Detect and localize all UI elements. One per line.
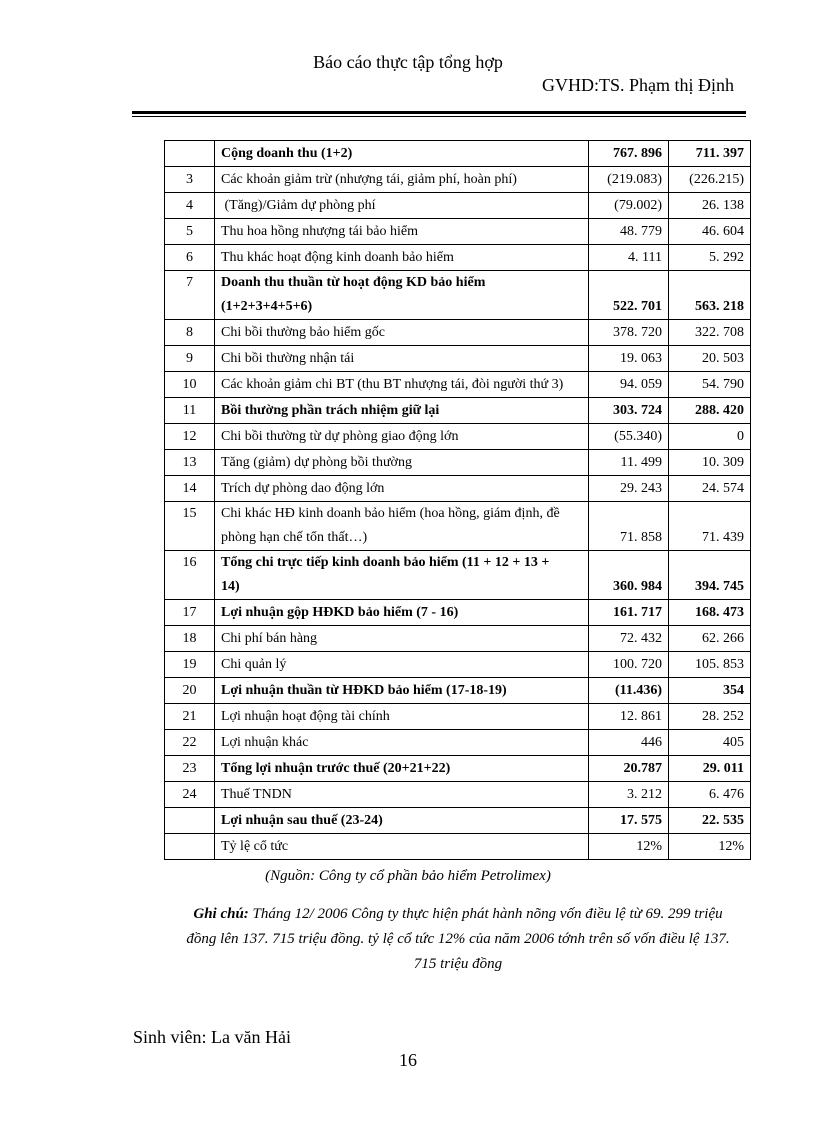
- footnote-line-2: đồng lên 137. 715 triệu đồng. tỷ lệ cổ tức 12% của năm 2006 tớnh trên số vốn điều lệ 137.: [186, 931, 730, 947]
- table-row: [165, 271, 751, 320]
- value-col-2: 711. 397: [669, 141, 751, 167]
- row-number: 18: [165, 626, 215, 652]
- value-col-2: 354: [669, 678, 751, 704]
- table-row: [165, 346, 751, 372]
- table-row: [165, 424, 751, 450]
- value-col-2: 322. 708: [669, 320, 751, 346]
- value-col-2: 22. 535: [669, 808, 751, 834]
- row-description-line-1: Doanh thu thuần từ hoạt động KD bảo hiểm: [221, 275, 486, 290]
- value-col-2: 71. 439: [669, 502, 751, 551]
- value-col-1: 522. 701: [589, 271, 669, 320]
- row-description: Tăng (giảm) dự phòng bồi thường: [215, 450, 589, 476]
- table-row: [165, 808, 751, 834]
- table-row: [165, 600, 751, 626]
- row-description-line-1: Chi khác HĐ kinh doanh bảo hiểm (hoa hồng, giám định, đề: [221, 506, 560, 521]
- table-row: [165, 782, 751, 808]
- table-row: [165, 245, 751, 271]
- value-col-2: 5. 292: [669, 245, 751, 271]
- value-col-2: 12%: [669, 834, 751, 860]
- table-row: [165, 704, 751, 730]
- row-description: Chi bồi thường nhận tái: [215, 346, 589, 372]
- row-number: 15: [165, 502, 215, 551]
- table-row: [165, 551, 751, 600]
- table-row: [165, 756, 751, 782]
- value-col-2: 394. 745: [669, 551, 751, 600]
- row-description: Thuế TNDN: [215, 782, 589, 808]
- row-description: Tổng lợi nhuận trước thuế (20+21+22): [215, 756, 589, 782]
- row-number: 17: [165, 600, 215, 626]
- value-col-1: 29. 243: [589, 476, 669, 502]
- row-description: Các khoản giảm chi BT (thu BT nhượng tái, đòi người thứ 3): [215, 372, 589, 398]
- row-number: [165, 834, 215, 860]
- row-number: 9: [165, 346, 215, 372]
- row-description: [215, 271, 589, 320]
- row-description: Các khoản giảm trừ (nhượng tái, giảm phí, hoàn phí): [215, 167, 589, 193]
- value-col-1: 12. 861: [589, 704, 669, 730]
- value-col-2: 168. 473: [669, 600, 751, 626]
- row-description: Chi bồi thường từ dự phòng giao động lớn: [215, 424, 589, 450]
- value-col-2: 62. 266: [669, 626, 751, 652]
- row-description: Chi bồi thường bảo hiểm gốc: [215, 320, 589, 346]
- student-name: Sinh viên: La văn Hải: [133, 1027, 291, 1047]
- footnote-line-3: 715 triệu đồng: [413, 956, 503, 972]
- row-number: [165, 808, 215, 834]
- row-number: 7: [165, 271, 215, 320]
- row-number: 6: [165, 245, 215, 271]
- value-col-2: 563. 218: [669, 271, 751, 320]
- table-row: [165, 678, 751, 704]
- value-col-1: 12%: [589, 834, 669, 860]
- row-description: [215, 551, 589, 600]
- table-row: [165, 141, 751, 167]
- value-col-2: 6. 476: [669, 782, 751, 808]
- value-col-2: 10. 309: [669, 450, 751, 476]
- footnote-label: Ghi chú:: [193, 906, 249, 922]
- row-number: 19: [165, 652, 215, 678]
- page-number: 16: [399, 1050, 417, 1070]
- value-col-1: 20.787: [589, 756, 669, 782]
- value-col-1: 94. 059: [589, 372, 669, 398]
- row-number: 5: [165, 219, 215, 245]
- row-description-line-2: 14): [221, 579, 240, 594]
- row-number: 3: [165, 167, 215, 193]
- table-row: [165, 476, 751, 502]
- value-col-2: 405: [669, 730, 751, 756]
- value-col-1: (79.002): [589, 193, 669, 219]
- value-col-2: 29. 011: [669, 756, 751, 782]
- table-row: [165, 167, 751, 193]
- value-col-1: (11.436): [589, 678, 669, 704]
- row-number: 20: [165, 678, 215, 704]
- header-rule-thick: [132, 111, 746, 114]
- row-number: 13: [165, 450, 215, 476]
- row-description: Tỷ lệ cổ tức: [215, 834, 589, 860]
- footnote-line-1: Tháng 12/ 2006 Công ty thực hiện phát hành nõng vốn điều lệ từ 69. 299 triệu: [248, 906, 723, 922]
- value-col-2: 105. 853: [669, 652, 751, 678]
- financial-table: [164, 140, 751, 860]
- value-col-1: 72. 432: [589, 626, 669, 652]
- row-description: Lợi nhuận thuần từ HĐKD bảo hiểm (17-18-19): [215, 678, 589, 704]
- row-number: 11: [165, 398, 215, 424]
- value-col-1: 303. 724: [589, 398, 669, 424]
- report-title: Báo cáo thực tập tổng hợp: [313, 52, 503, 72]
- value-col-2: 24. 574: [669, 476, 751, 502]
- row-description-line-2: (1+2+3+4+5+6): [221, 299, 313, 314]
- table-row: [165, 834, 751, 860]
- value-col-1: 4. 111: [589, 245, 669, 271]
- value-col-1: 17. 575: [589, 808, 669, 834]
- table-row: [165, 652, 751, 678]
- table-row: [165, 320, 751, 346]
- row-number: 14: [165, 476, 215, 502]
- value-col-2: 20. 503: [669, 346, 751, 372]
- value-col-1: 3. 212: [589, 782, 669, 808]
- row-number: 10: [165, 372, 215, 398]
- table-row: [165, 450, 751, 476]
- footnote: [150, 902, 766, 977]
- value-col-2: 26. 138: [669, 193, 751, 219]
- source-note: (Nguồn: Công ty cổ phần bảo hiểm Petrolimex): [265, 868, 551, 884]
- value-col-1: 71. 858: [589, 502, 669, 551]
- table-row: [165, 398, 751, 424]
- value-col-1: 100. 720: [589, 652, 669, 678]
- row-number: 24: [165, 782, 215, 808]
- value-col-2: 54. 790: [669, 372, 751, 398]
- row-description: Lợi nhuận hoạt động tài chính: [215, 704, 589, 730]
- row-description: Chi quản lý: [215, 652, 589, 678]
- row-description: Chi phí bán hàng: [215, 626, 589, 652]
- advisor-line: GVHD:TS. Phạm thị Định: [542, 75, 735, 95]
- value-col-1: 48. 779: [589, 219, 669, 245]
- row-description: Trích dự phòng dao động lớn: [215, 476, 589, 502]
- row-description: Thu khác hoạt động kinh doanh bảo hiểm: [215, 245, 589, 271]
- row-number: 8: [165, 320, 215, 346]
- table-row: [165, 193, 751, 219]
- value-col-2: 288. 420: [669, 398, 751, 424]
- row-description: Lợi nhuận khác: [215, 730, 589, 756]
- table-row: [165, 626, 751, 652]
- value-col-2: 46. 604: [669, 219, 751, 245]
- value-col-1: 19. 063: [589, 346, 669, 372]
- value-col-2: (226.215): [669, 167, 751, 193]
- table-row: [165, 730, 751, 756]
- value-col-1: 446: [589, 730, 669, 756]
- row-number: 12: [165, 424, 215, 450]
- value-col-1: 360. 984: [589, 551, 669, 600]
- value-col-1: (55.340): [589, 424, 669, 450]
- value-col-1: 767. 896: [589, 141, 669, 167]
- row-description: [215, 502, 589, 551]
- row-description-line-1: Tổng chi trực tiếp kinh doanh bảo hiểm (11 + 12 + 13 +: [221, 555, 550, 570]
- value-col-1: 378. 720: [589, 320, 669, 346]
- row-description: Lợi nhuận gộp HĐKD bảo hiểm (7 - 16): [215, 600, 589, 626]
- row-number: 16: [165, 551, 215, 600]
- row-description: Thu hoa hồng nhượng tái bảo hiểm: [215, 219, 589, 245]
- value-col-1: 161. 717: [589, 600, 669, 626]
- table-row: [165, 502, 751, 551]
- row-number: 21: [165, 704, 215, 730]
- value-col-1: (219.083): [589, 167, 669, 193]
- table-row: [165, 219, 751, 245]
- row-number: 23: [165, 756, 215, 782]
- row-description-line-2: phòng hạn chế tổn thất…): [221, 530, 368, 545]
- row-description: (Tăng)/Giảm dự phòng phí: [215, 193, 589, 219]
- table-row: [165, 372, 751, 398]
- value-col-1: 11. 499: [589, 450, 669, 476]
- row-number: [165, 141, 215, 167]
- row-description: Lợi nhuận sau thuế (23-24): [215, 808, 589, 834]
- row-number: 4: [165, 193, 215, 219]
- row-description: Cộng doanh thu (1+2): [215, 141, 589, 167]
- value-col-2: 0: [669, 424, 751, 450]
- value-col-2: 28. 252: [669, 704, 751, 730]
- row-number: 22: [165, 730, 215, 756]
- row-description: Bồi thường phần trách nhiệm giữ lại: [215, 398, 589, 424]
- financial-table-body: [165, 141, 751, 860]
- header-rule-thin: [132, 116, 746, 117]
